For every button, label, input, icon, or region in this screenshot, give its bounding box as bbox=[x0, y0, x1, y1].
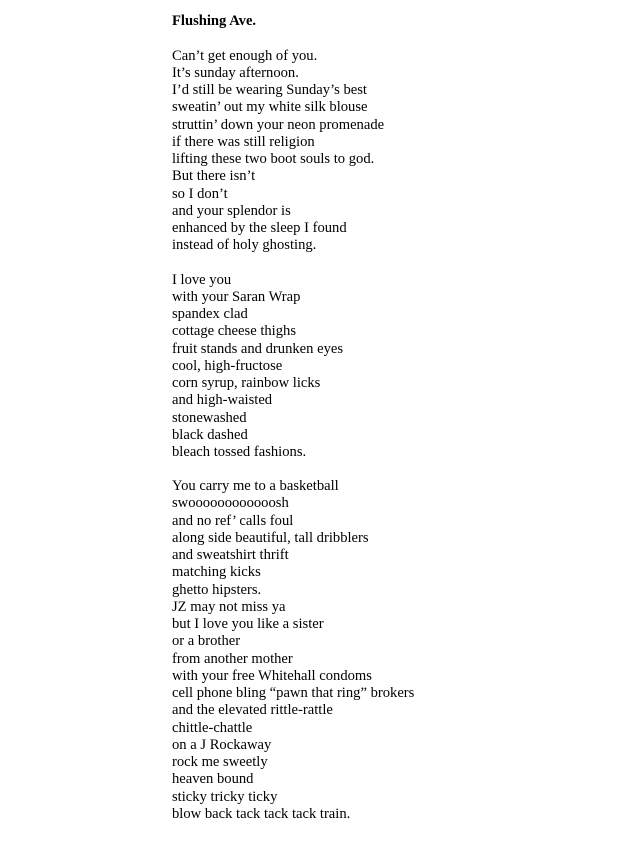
poem-line: spandex clad bbox=[172, 306, 248, 323]
poem-line: fruit stands and drunken eyes bbox=[172, 340, 344, 357]
poem-line: It’s sunday afternoon. bbox=[172, 64, 299, 81]
poem-line: lifting these two boot souls to god. bbox=[172, 151, 375, 168]
poem-line: black dashed bbox=[172, 426, 248, 443]
poem-line: cell phone bling “pawn that ring” brokers bbox=[172, 685, 415, 702]
poem-line: instead of holy ghosting. bbox=[172, 237, 317, 254]
poem-line: chittle-chattle bbox=[172, 719, 253, 736]
poem-line: but I love you like a sister bbox=[172, 616, 324, 633]
poem-line: sweatin’ out my white silk blouse bbox=[172, 99, 368, 116]
poem-line: with your free Whitehall condoms bbox=[172, 667, 372, 684]
poem-line: and sweatshirt thrift bbox=[172, 547, 289, 564]
poem-line: heaven bound bbox=[172, 771, 254, 788]
stanza-2 bbox=[172, 272, 602, 462]
poem-line: along side beautiful, tall dribblers bbox=[172, 529, 369, 546]
poem-line: cottage cheese thighs bbox=[172, 323, 296, 340]
poem-line: enhanced by the sleep I found bbox=[172, 220, 347, 237]
poem-line: blow back tack tack tack train. bbox=[172, 805, 351, 822]
poem-line: and your splendor is bbox=[172, 202, 291, 219]
poem-line: from another mother bbox=[172, 650, 293, 667]
poem-line: and the elevated rittle-rattle bbox=[172, 702, 333, 719]
poem-line: and no ref’ calls foul bbox=[172, 512, 294, 529]
poem-line: matching kicks bbox=[172, 564, 261, 581]
poem-line: Can’t get enough of you. bbox=[172, 47, 318, 64]
poem-line: stonewashed bbox=[172, 409, 247, 426]
poem bbox=[172, 13, 602, 840]
stanza-3 bbox=[172, 478, 602, 823]
poem-line: I love you bbox=[172, 271, 232, 288]
poem-line: so I don’t bbox=[172, 185, 228, 202]
poem-line: JZ may not miss ya bbox=[172, 598, 286, 615]
poem-line: But there isn’t bbox=[172, 168, 256, 185]
poem-title: Flushing Ave. bbox=[172, 13, 257, 29]
poem-line: or a brother bbox=[172, 633, 241, 650]
stanza-1 bbox=[172, 48, 602, 255]
poem-line: struttin’ down your neon promenade bbox=[172, 116, 385, 133]
poem-line: on a J Rockaway bbox=[172, 736, 272, 753]
poem-line: and high-waisted bbox=[172, 392, 273, 409]
poem-line: swoooooooooooosh bbox=[172, 495, 289, 512]
poem-line: bleach tossed fashions. bbox=[172, 444, 307, 461]
poem-line: with your Saran Wrap bbox=[172, 288, 301, 305]
poem-line: cool, high-fructose bbox=[172, 357, 283, 374]
poem-line: sticky tricky ticky bbox=[172, 788, 278, 805]
poem-line: You carry me to a basketball bbox=[172, 478, 339, 495]
poem-line: rock me sweetly bbox=[172, 754, 268, 771]
poem-line: corn syrup, rainbow licks bbox=[172, 375, 321, 392]
poem-line: if there was still religion bbox=[172, 133, 315, 150]
poem-line: I’d still be wearing Sunday’s best bbox=[172, 82, 367, 99]
poem-line: ghetto hipsters. bbox=[172, 581, 262, 598]
